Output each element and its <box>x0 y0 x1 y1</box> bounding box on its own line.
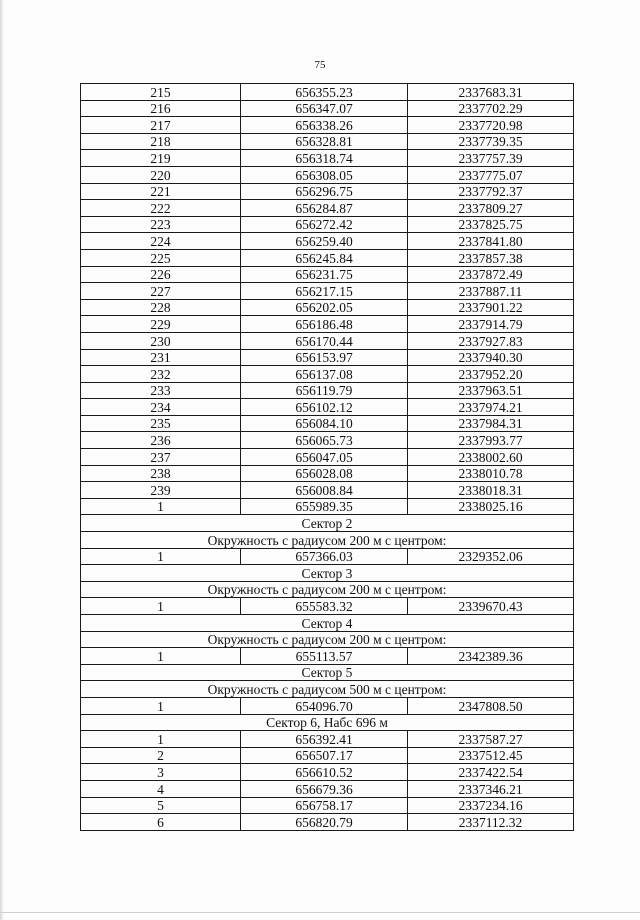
x-coordinate-cell: 656119.79 <box>241 382 408 399</box>
x-coordinate-cell: 656028.08 <box>241 465 408 482</box>
table-row <box>81 332 574 349</box>
point-number-cell: 231 <box>81 349 241 366</box>
point-number-cell: 220 <box>81 166 241 183</box>
table-row <box>81 299 574 316</box>
y-coordinate-cell: 2337775.07 <box>408 166 574 183</box>
x-coordinate-cell: 656084.10 <box>241 415 408 432</box>
y-coordinate-cell: 2337112.32 <box>408 814 574 831</box>
point-number-cell: 1 <box>81 498 241 515</box>
point-number-cell: 225 <box>81 249 241 266</box>
coordinates-table-body <box>81 84 574 831</box>
x-coordinate-cell: 656102.12 <box>241 399 408 416</box>
point-number-cell: 233 <box>81 382 241 399</box>
table-row <box>81 366 574 383</box>
point-number-cell: 236 <box>81 432 241 449</box>
table-row <box>81 249 574 266</box>
page-edge-shadow <box>0 0 4 920</box>
x-coordinate-cell: 656392.41 <box>241 731 408 748</box>
section-row <box>81 681 574 698</box>
y-coordinate-cell: 2337984.31 <box>408 415 574 432</box>
point-number-cell: 234 <box>81 399 241 416</box>
x-coordinate-cell: 656170.44 <box>241 332 408 349</box>
point-number-cell: 222 <box>81 200 241 217</box>
y-coordinate-cell: 2337346.21 <box>408 780 574 797</box>
table-row <box>81 316 574 333</box>
table-row <box>81 814 574 831</box>
section-title: Окружность с радиусом 500 м с центром: <box>81 681 574 698</box>
section-title: Сектор 2 <box>81 515 574 532</box>
y-coordinate-cell: 2337914.79 <box>408 316 574 333</box>
table-row <box>81 648 574 665</box>
point-number-cell: 5 <box>81 797 241 814</box>
section-row <box>81 515 574 532</box>
y-coordinate-cell: 2337422.54 <box>408 764 574 781</box>
section-row <box>81 664 574 681</box>
point-number-cell: 226 <box>81 266 241 283</box>
x-coordinate-cell: 656186.48 <box>241 316 408 333</box>
x-coordinate-cell: 656338.26 <box>241 117 408 134</box>
x-coordinate-cell: 655583.32 <box>241 598 408 615</box>
section-title: Сектор 3 <box>81 565 574 582</box>
point-number-cell: 228 <box>81 299 241 316</box>
point-number-cell: 229 <box>81 316 241 333</box>
point-number-cell: 223 <box>81 216 241 233</box>
bottom-divider <box>0 912 640 913</box>
x-coordinate-cell: 656347.07 <box>241 100 408 117</box>
y-coordinate-cell: 2337927.83 <box>408 332 574 349</box>
table-row <box>81 349 574 366</box>
point-number-cell: 221 <box>81 183 241 200</box>
section-row <box>81 581 574 598</box>
section-row <box>81 631 574 648</box>
y-coordinate-cell: 2342389.36 <box>408 648 574 665</box>
table-row <box>81 598 574 615</box>
x-coordinate-cell: 656328.81 <box>241 133 408 150</box>
table-row <box>81 382 574 399</box>
point-number-cell: 227 <box>81 283 241 300</box>
table-row <box>81 150 574 167</box>
x-coordinate-cell: 656318.74 <box>241 150 408 167</box>
x-coordinate-cell: 655113.57 <box>241 648 408 665</box>
point-number-cell: 215 <box>81 84 241 101</box>
table-row <box>81 482 574 499</box>
table-row <box>81 117 574 134</box>
x-coordinate-cell: 655989.35 <box>241 498 408 515</box>
section-title: Окружность с радиусом 200 м с центром: <box>81 532 574 549</box>
table-row <box>81 100 574 117</box>
table-row <box>81 399 574 416</box>
x-coordinate-cell: 656296.75 <box>241 183 408 200</box>
x-coordinate-cell: 656047.05 <box>241 449 408 466</box>
y-coordinate-cell: 2339670.43 <box>408 598 574 615</box>
point-number-cell: 1 <box>81 648 241 665</box>
section-row <box>81 565 574 582</box>
x-coordinate-cell: 656308.05 <box>241 166 408 183</box>
y-coordinate-cell: 2337683.31 <box>408 84 574 101</box>
y-coordinate-cell: 2337809.27 <box>408 200 574 217</box>
table-row <box>81 764 574 781</box>
x-coordinate-cell: 656284.87 <box>241 200 408 217</box>
x-coordinate-cell: 656272.42 <box>241 216 408 233</box>
point-number-cell: 2 <box>81 747 241 764</box>
y-coordinate-cell: 2337720.98 <box>408 117 574 134</box>
y-coordinate-cell: 2337887.11 <box>408 283 574 300</box>
y-coordinate-cell: 2338018.31 <box>408 482 574 499</box>
x-coordinate-cell: 654096.70 <box>241 697 408 714</box>
y-coordinate-cell: 2347808.50 <box>408 697 574 714</box>
y-coordinate-cell: 2337587.27 <box>408 731 574 748</box>
point-number-cell: 1 <box>81 598 241 615</box>
x-coordinate-cell: 656610.52 <box>241 764 408 781</box>
point-number-cell: 6 <box>81 814 241 831</box>
point-number-cell: 217 <box>81 117 241 134</box>
y-coordinate-cell: 2337963.51 <box>408 382 574 399</box>
x-coordinate-cell: 656679.36 <box>241 780 408 797</box>
y-coordinate-cell: 2337901.22 <box>408 299 574 316</box>
y-coordinate-cell: 2338010.78 <box>408 465 574 482</box>
table-row <box>81 233 574 250</box>
table-row <box>81 548 574 565</box>
point-number-cell: 216 <box>81 100 241 117</box>
y-coordinate-cell: 2337940.30 <box>408 349 574 366</box>
table-row <box>81 415 574 432</box>
x-coordinate-cell: 656820.79 <box>241 814 408 831</box>
point-number-cell: 224 <box>81 233 241 250</box>
point-number-cell: 219 <box>81 150 241 167</box>
y-coordinate-cell: 2337993.77 <box>408 432 574 449</box>
y-coordinate-cell: 2338002.60 <box>408 449 574 466</box>
section-title: Сектор 6, Набс 696 м <box>81 714 574 731</box>
x-coordinate-cell: 656065.73 <box>241 432 408 449</box>
section-row <box>81 615 574 632</box>
section-row <box>81 532 574 549</box>
table-row <box>81 84 574 101</box>
point-number-cell: 218 <box>81 133 241 150</box>
table-row <box>81 166 574 183</box>
point-number-cell: 1 <box>81 731 241 748</box>
point-number-cell: 1 <box>81 697 241 714</box>
y-coordinate-cell: 2337825.75 <box>408 216 574 233</box>
x-coordinate-cell: 656231.75 <box>241 266 408 283</box>
point-number-cell: 3 <box>81 764 241 781</box>
section-title: Окружность с радиусом 200 м с центром: <box>81 581 574 598</box>
point-number-cell: 235 <box>81 415 241 432</box>
section-title: Окружность с радиусом 200 м с центром: <box>81 631 574 648</box>
y-coordinate-cell: 2337952.20 <box>408 366 574 383</box>
y-coordinate-cell: 2337757.39 <box>408 150 574 167</box>
table-row <box>81 133 574 150</box>
x-coordinate-cell: 656758.17 <box>241 797 408 814</box>
y-coordinate-cell: 2337974.21 <box>408 399 574 416</box>
point-number-cell: 237 <box>81 449 241 466</box>
section-title: Сектор 5 <box>81 664 574 681</box>
point-number-cell: 239 <box>81 482 241 499</box>
x-coordinate-cell: 656202.05 <box>241 299 408 316</box>
table-row <box>81 747 574 764</box>
x-coordinate-cell: 656355.23 <box>241 84 408 101</box>
table-row <box>81 465 574 482</box>
table-row <box>81 216 574 233</box>
x-coordinate-cell: 656217.15 <box>241 283 408 300</box>
page-number: 75 <box>314 59 326 71</box>
table-row <box>81 183 574 200</box>
table-row <box>81 266 574 283</box>
point-number-cell: 232 <box>81 366 241 383</box>
x-coordinate-cell: 656137.08 <box>241 366 408 383</box>
y-coordinate-cell: 2329352.06 <box>408 548 574 565</box>
x-coordinate-cell: 656245.84 <box>241 249 408 266</box>
x-coordinate-cell: 656008.84 <box>241 482 408 499</box>
section-title: Сектор 4 <box>81 615 574 632</box>
y-coordinate-cell: 2337234.16 <box>408 797 574 814</box>
coordinates-table <box>80 83 574 831</box>
table-row <box>81 200 574 217</box>
table-row <box>81 697 574 714</box>
y-coordinate-cell: 2337739.35 <box>408 133 574 150</box>
y-coordinate-cell: 2337512.45 <box>408 747 574 764</box>
x-coordinate-cell: 656259.40 <box>241 233 408 250</box>
point-number-cell: 230 <box>81 332 241 349</box>
table-row <box>81 283 574 300</box>
table-row <box>81 731 574 748</box>
x-coordinate-cell: 657366.03 <box>241 548 408 565</box>
y-coordinate-cell: 2337841.80 <box>408 233 574 250</box>
y-coordinate-cell: 2337702.29 <box>408 100 574 117</box>
x-coordinate-cell: 656507.17 <box>241 747 408 764</box>
point-number-cell: 4 <box>81 780 241 797</box>
table-row <box>81 797 574 814</box>
y-coordinate-cell: 2338025.16 <box>408 498 574 515</box>
y-coordinate-cell: 2337792.37 <box>408 183 574 200</box>
section-row <box>81 714 574 731</box>
table-row <box>81 498 574 515</box>
point-number-cell: 238 <box>81 465 241 482</box>
table-row <box>81 432 574 449</box>
table-row <box>81 449 574 466</box>
y-coordinate-cell: 2337872.49 <box>408 266 574 283</box>
y-coordinate-cell: 2337857.38 <box>408 249 574 266</box>
point-number-cell: 1 <box>81 548 241 565</box>
x-coordinate-cell: 656153.97 <box>241 349 408 366</box>
table-row <box>81 780 574 797</box>
